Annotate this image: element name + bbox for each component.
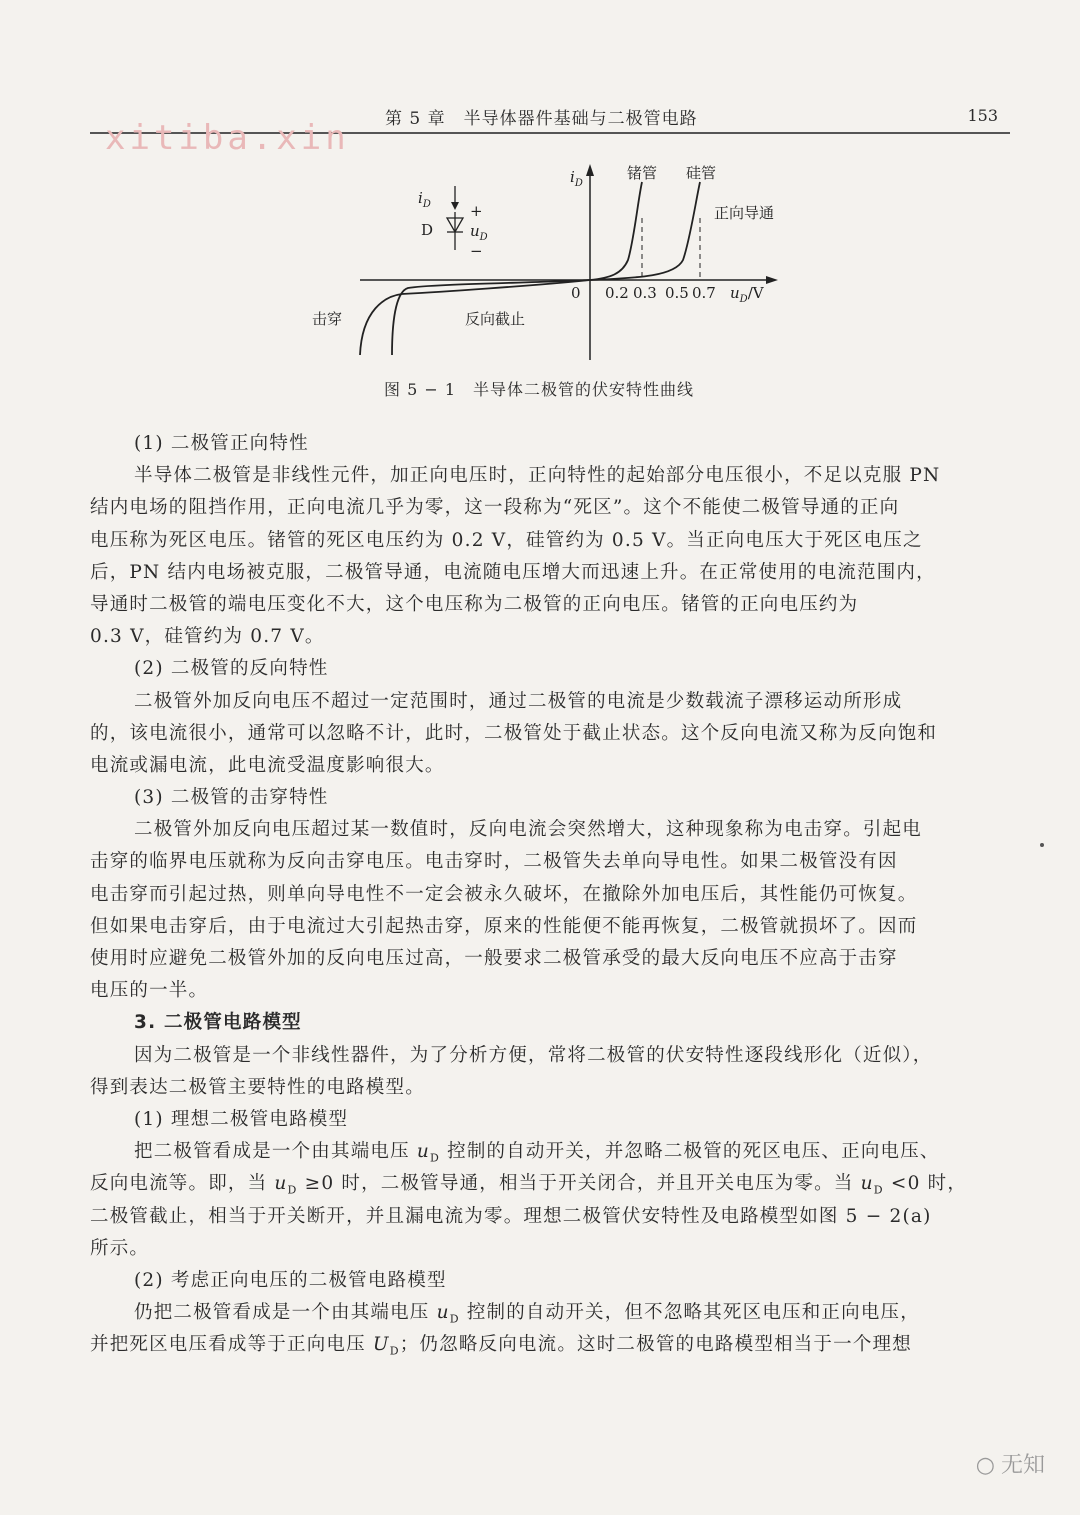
axis-current-label: $i_D$ — [570, 168, 583, 189]
paragraph-line: 后，PN 结内电场被克服，二极管导通，电流随电压增大而迅速上升。在正常使用的电流范围内， — [90, 561, 936, 583]
paragraph-line: 电击穿而引起过热，则单向导电性不一定会被永久破坏，在撤除外加电压后，其性能仍可恢复。 — [90, 883, 918, 905]
axis-voltage-label: $u_D/V$ — [730, 284, 764, 305]
paragraph-line: 半导体二极管是非线性元件，加正向电压时，正向特性的起始部分电压很小，不足以克服 PN — [134, 465, 941, 487]
iv-curve-diagram — [300, 150, 780, 370]
paragraph-line-rich: 并把死区电压看成等于正向电压 $U_D$；仍忽略反向电流。这时二极管的电路模型相当于一个理想 — [90, 1334, 912, 1358]
paragraph-line: 的，该电流很小，通常可以忽略不计，此时，二极管处于截止状态。这个反向电流又称为反向饱和 — [90, 722, 938, 744]
section-heading-models: 3. 二极管电路模型 — [134, 1012, 302, 1034]
ge-label: 锗管 — [627, 164, 658, 182]
diode-inset — [418, 186, 488, 260]
tick-0.7: 0.7 — [692, 284, 716, 302]
paragraph-line: 二极管外加反向电压不超过一定范围时，通过二极管的电流是少数载流子漂移运动所形成 — [134, 690, 903, 712]
paragraph-line: 导通时二极管的端电压变化不大，这个电压称为二极管的正向电压。锗管的正向电压约为 — [90, 593, 859, 615]
inset-current-label: $i_D$ — [418, 189, 431, 210]
iv-characteristic-figure — [300, 150, 780, 370]
inset-diode-label: D — [421, 221, 434, 239]
paragraph-line-rich: 反向电流等。即，当 $u_D \ge 0$ 时，二极管导通，相当于开关闭合，并且开关电压为零。当 $u_D <0$ 时， — [90, 1173, 968, 1197]
subheading-ideal-model: (1) 理想二极管电路模型 — [134, 1108, 349, 1130]
inset-voltage-label: $u_D$ — [470, 222, 488, 243]
page-number: 153 — [967, 106, 998, 125]
si-label: 硅管 — [686, 164, 717, 182]
paragraph-line: 电压称为死区电压。锗管的死区电压约为 0.2 V，硅管约为 0.5 V。当正向电压大于死区电压之 — [90, 529, 923, 551]
subheading-forward-voltage-model: (2) 考虑正向电压的二极管电路模型 — [134, 1269, 447, 1291]
paragraph-line: 二极管截止，相当于开关断开，并且漏电流为零。理想二极管伏安特性及电路模型如图 5 − 2(a) — [90, 1205, 932, 1227]
tick-0.3: 0.3 — [633, 284, 657, 302]
scan-speck — [1040, 843, 1044, 847]
paragraph-line: 击穿的临界电压就称为反向击穿电压。电击穿时，二极管失去单向导电性。如果二极管没有因 — [90, 851, 898, 873]
tick-0.5: 0.5 — [665, 284, 689, 302]
inset-plus: + — [470, 202, 483, 220]
paragraph-line: 二极管外加反向电压超过某一数值时，反向电流会突然增大，这种现象称为电击穿。引起电 — [134, 819, 923, 841]
paragraph-line: 得到表达二极管主要特性的电路模型。 — [90, 1076, 425, 1098]
paragraph-line: 使用时应避免二极管外加的反向电压过高，一般要求二极管承受的最大反向电压不应高于击穿 — [90, 948, 898, 969]
tick-0.2: 0.2 — [605, 284, 629, 302]
subheading-forward: (1) 二极管正向特性 — [134, 433, 309, 454]
paragraph-line: 0.3 V，硅管约为 0.7 V。 — [90, 626, 325, 648]
reverse-cutoff-label: 反向截止 — [465, 310, 526, 328]
chapter-title: 第 5 章 半导体器件基础与二极管电路 — [385, 109, 698, 129]
paragraph-line-rich: 把二极管看成是一个由其端电压 $u_D$ 控制的自动开关，并忽略二极管的死区电压、正向电压、 — [134, 1141, 940, 1165]
inset-minus: − — [470, 242, 483, 260]
watermark-account-name: 无知 — [1000, 1453, 1045, 1478]
si-forward-curve — [590, 182, 700, 280]
bottom-watermark — [976, 1448, 1045, 1479]
forward-conduction-label: 正向导通 — [714, 204, 775, 222]
paragraph-line: 电压的一半。 — [90, 980, 209, 1002]
breakdown-label: 击穿 — [312, 310, 343, 328]
voltage-axis-arrow — [766, 276, 778, 284]
subheading-breakdown: (3) 二极管的击穿特性 — [134, 787, 329, 809]
origin-label: 0 — [571, 284, 581, 302]
ge-forward-curve — [590, 182, 642, 280]
paragraph-line: 因为二极管是一个非线性器件，为了分析方便，常将二极管的伏安特性逐段线形化（近似）， — [134, 1044, 933, 1066]
paragraph-line: 电流或漏电流，此电流受温度影响很大。 — [90, 754, 445, 776]
paragraph-line: 但如果电击穿后，由于电流过大引起热击穿，原来的性能便不能再恢复，二极管就损坏了。因而 — [90, 915, 918, 937]
paragraph-line: 所示。 — [90, 1237, 150, 1259]
watermark-url: xitiba.xin — [105, 118, 350, 158]
body-text — [90, 428, 1010, 1361]
wechat-icon: ○​ — [975, 1453, 995, 1478]
figure-caption: 图 5 − 1 半导体二极管的伏安特性曲线 — [384, 380, 695, 399]
paragraph-line-rich: 仍把二极管看成是一个由其端电压 $u_D$ 控制的自动开关，但不忽略其死区电压和正向电压， — [134, 1302, 920, 1326]
current-axis-arrow — [586, 164, 594, 176]
paragraph-line: 结内电场的阻挡作用，正向电流几乎为零，这一段称为“死区”。这个不能使二极管导通的正向 — [90, 497, 900, 519]
subheading-reverse: (2) 二极管的反向特性 — [134, 658, 329, 680]
